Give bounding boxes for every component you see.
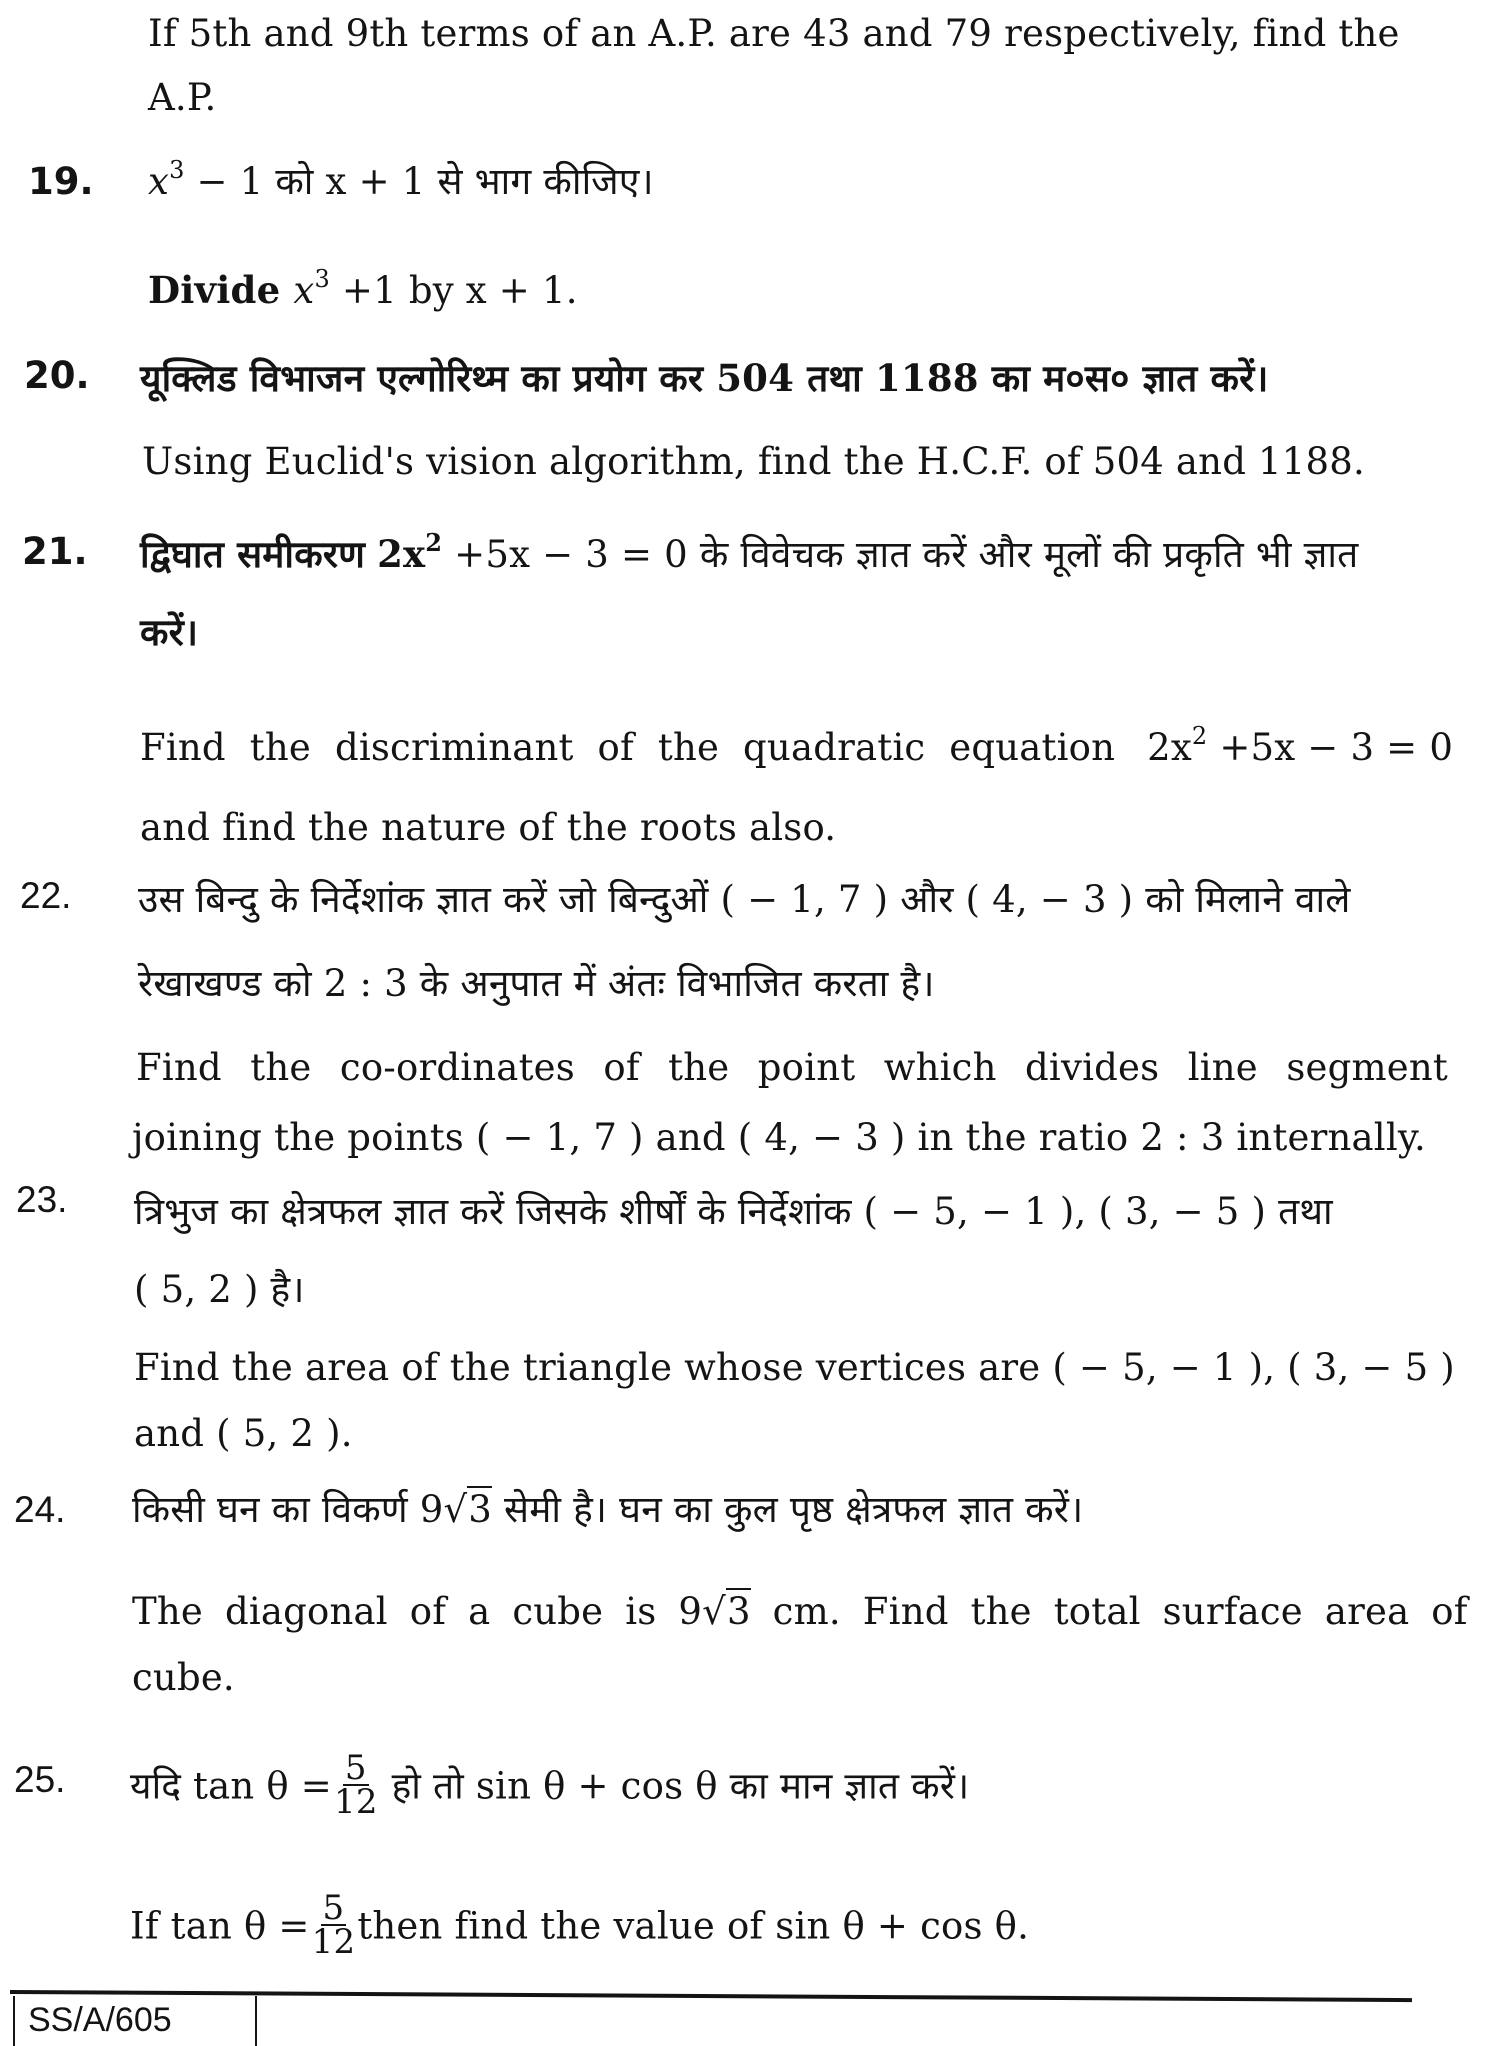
question-21-english-line1 bbox=[140, 722, 1460, 770]
question-23-hindi-line1: त्रिभुज का क्षेत्रफल ज्ञात करें जिसके शीर्षों के निर्देशांक ( − 5, − 1 ), ( 3, − 5 ) तथा bbox=[134, 1190, 1333, 1233]
question-19-hindi bbox=[148, 156, 654, 204]
question-number-22: 22. bbox=[20, 875, 72, 916]
question-number-19: 19. bbox=[28, 160, 94, 203]
question-21-english-line2: and find the nature of the roots also. bbox=[140, 806, 837, 849]
question-number-20: 20. bbox=[24, 354, 90, 397]
question-20-hindi: यूक्लिड विभाजन एल्गोरिथ्म का प्रयोग कर 504 तथा 1188 का म०स० ज्ञात करें। bbox=[140, 356, 1269, 400]
denominator: 12 bbox=[334, 1782, 378, 1822]
numerator: 5 bbox=[344, 1748, 367, 1788]
question-24-hindi-text-rest: सेमी है। घन का कुल पृष्ठ क्षेत्रफल ज्ञात करें। bbox=[492, 1488, 1084, 1531]
question-number-21: 21. bbox=[22, 530, 88, 573]
question-19-english bbox=[148, 265, 578, 313]
question-22-english-line1: Find the co-ordinates of the point which divides line segment bbox=[136, 1046, 1448, 1089]
exponent: 2 bbox=[1191, 722, 1208, 750]
question-number-25: 25. bbox=[14, 1759, 66, 1800]
question-23-english-line1: Find the area of the triangle whose vertices are ( − 5, − 1 ), ( 3, − 5 ) bbox=[134, 1346, 1455, 1389]
question-25-hindi-text: यदि tan θ = bbox=[130, 1764, 333, 1808]
denominator: 12 bbox=[311, 1922, 356, 1962]
question-21-hindi-text: द्विघात समीकरण bbox=[140, 532, 366, 576]
question-25-english-text: If tan θ = bbox=[130, 1904, 310, 1948]
question-20-english: Using Euclid's vision algorithm, find the H.C.F. of 504 and 1188. bbox=[142, 440, 1365, 483]
exponent: 3 bbox=[314, 265, 330, 293]
equation bbox=[1147, 722, 1454, 769]
question-24-hindi bbox=[132, 1488, 1083, 1532]
fraction bbox=[334, 1748, 378, 1822]
question-25-english bbox=[130, 1888, 1030, 1962]
question-24-english-text-rest: cm. Find the total surface area of bbox=[750, 1590, 1468, 1633]
question-24-english-text: The diagonal of a cube is 9 bbox=[132, 1590, 703, 1633]
variable-x: x bbox=[148, 160, 170, 203]
question-23-english-line2: and ( 5, 2 ). bbox=[134, 1412, 353, 1455]
question-24-english-line2: cube. bbox=[132, 1656, 235, 1699]
question-22-hindi-line2: रेखाखण्ड को 2 : 3 के अनुपात में अंतः विभाजित करता है। bbox=[138, 962, 935, 1005]
question-25-english-text-rest: then find the value of sin θ + cos θ. bbox=[357, 1904, 1030, 1948]
question-number-23: 23. bbox=[16, 1179, 68, 1220]
question-25-hindi-text-rest: हो तो sin θ + cos θ का मान ज्ञात करें। bbox=[379, 1764, 970, 1808]
question-21-hindi-line2: करें। bbox=[140, 610, 199, 654]
numerator: 5 bbox=[322, 1888, 345, 1928]
exponent: 3 bbox=[169, 156, 185, 184]
radicand: 3 bbox=[468, 1488, 493, 1531]
square-root: √3 bbox=[702, 1590, 751, 1633]
question-19-english-text: +1 by x + 1. bbox=[329, 269, 578, 312]
question-25-hindi bbox=[130, 1748, 970, 1822]
exponent: 2 bbox=[425, 528, 443, 557]
fraction bbox=[311, 1888, 356, 1962]
variable-x: x bbox=[293, 269, 315, 312]
question-18-english-line1: If 5th and 9th terms of an A.P. are 43 and 79 respectively, find the bbox=[148, 12, 1400, 55]
question-23-hindi-line2: ( 5, 2 ) है। bbox=[134, 1268, 305, 1311]
question-21-english-text: Find the discriminant of the quadratic equation bbox=[140, 726, 1116, 769]
question-22-english-line2: joining the points ( − 1, 7 ) and ( 4, − 3 ) in the ratio 2 : 3 internally. bbox=[132, 1116, 1427, 1159]
question-22-hindi-line1: उस बिन्दु के निर्देशांक ज्ञात करें जो बिन्दुओं ( − 1, 7 ) और ( 4, − 3 ) को मिलाने वाले bbox=[138, 878, 1351, 921]
square-root: √3 bbox=[443, 1488, 493, 1531]
question-19-hindi-text: − 1 को x + 1 से भाग कीजिए। bbox=[184, 160, 654, 203]
question-number-24: 24. bbox=[14, 1489, 66, 1530]
question-18-english-line2: A.P. bbox=[148, 76, 217, 119]
radicand: 3 bbox=[726, 1590, 751, 1633]
question-24-hindi-text: किसी घन का विकर्ण 9 bbox=[132, 1488, 444, 1531]
question-24-english-line1 bbox=[132, 1590, 1468, 1634]
equation-term: 2x bbox=[377, 532, 426, 576]
equation-rest: +5x − 3 = 0 bbox=[1207, 726, 1454, 769]
question-21-hindi-text-rest: +5x − 3 = 0 के विवेचक ज्ञात करें और मूलों की प्रकृति भी ज्ञात bbox=[442, 533, 1359, 576]
equation-term: 2x bbox=[1147, 726, 1192, 769]
question-21-hindi-line1 bbox=[140, 528, 1359, 577]
question-19-english-prefix: Divide bbox=[148, 268, 294, 312]
paper-code: SS/A/605 bbox=[28, 2001, 172, 2039]
